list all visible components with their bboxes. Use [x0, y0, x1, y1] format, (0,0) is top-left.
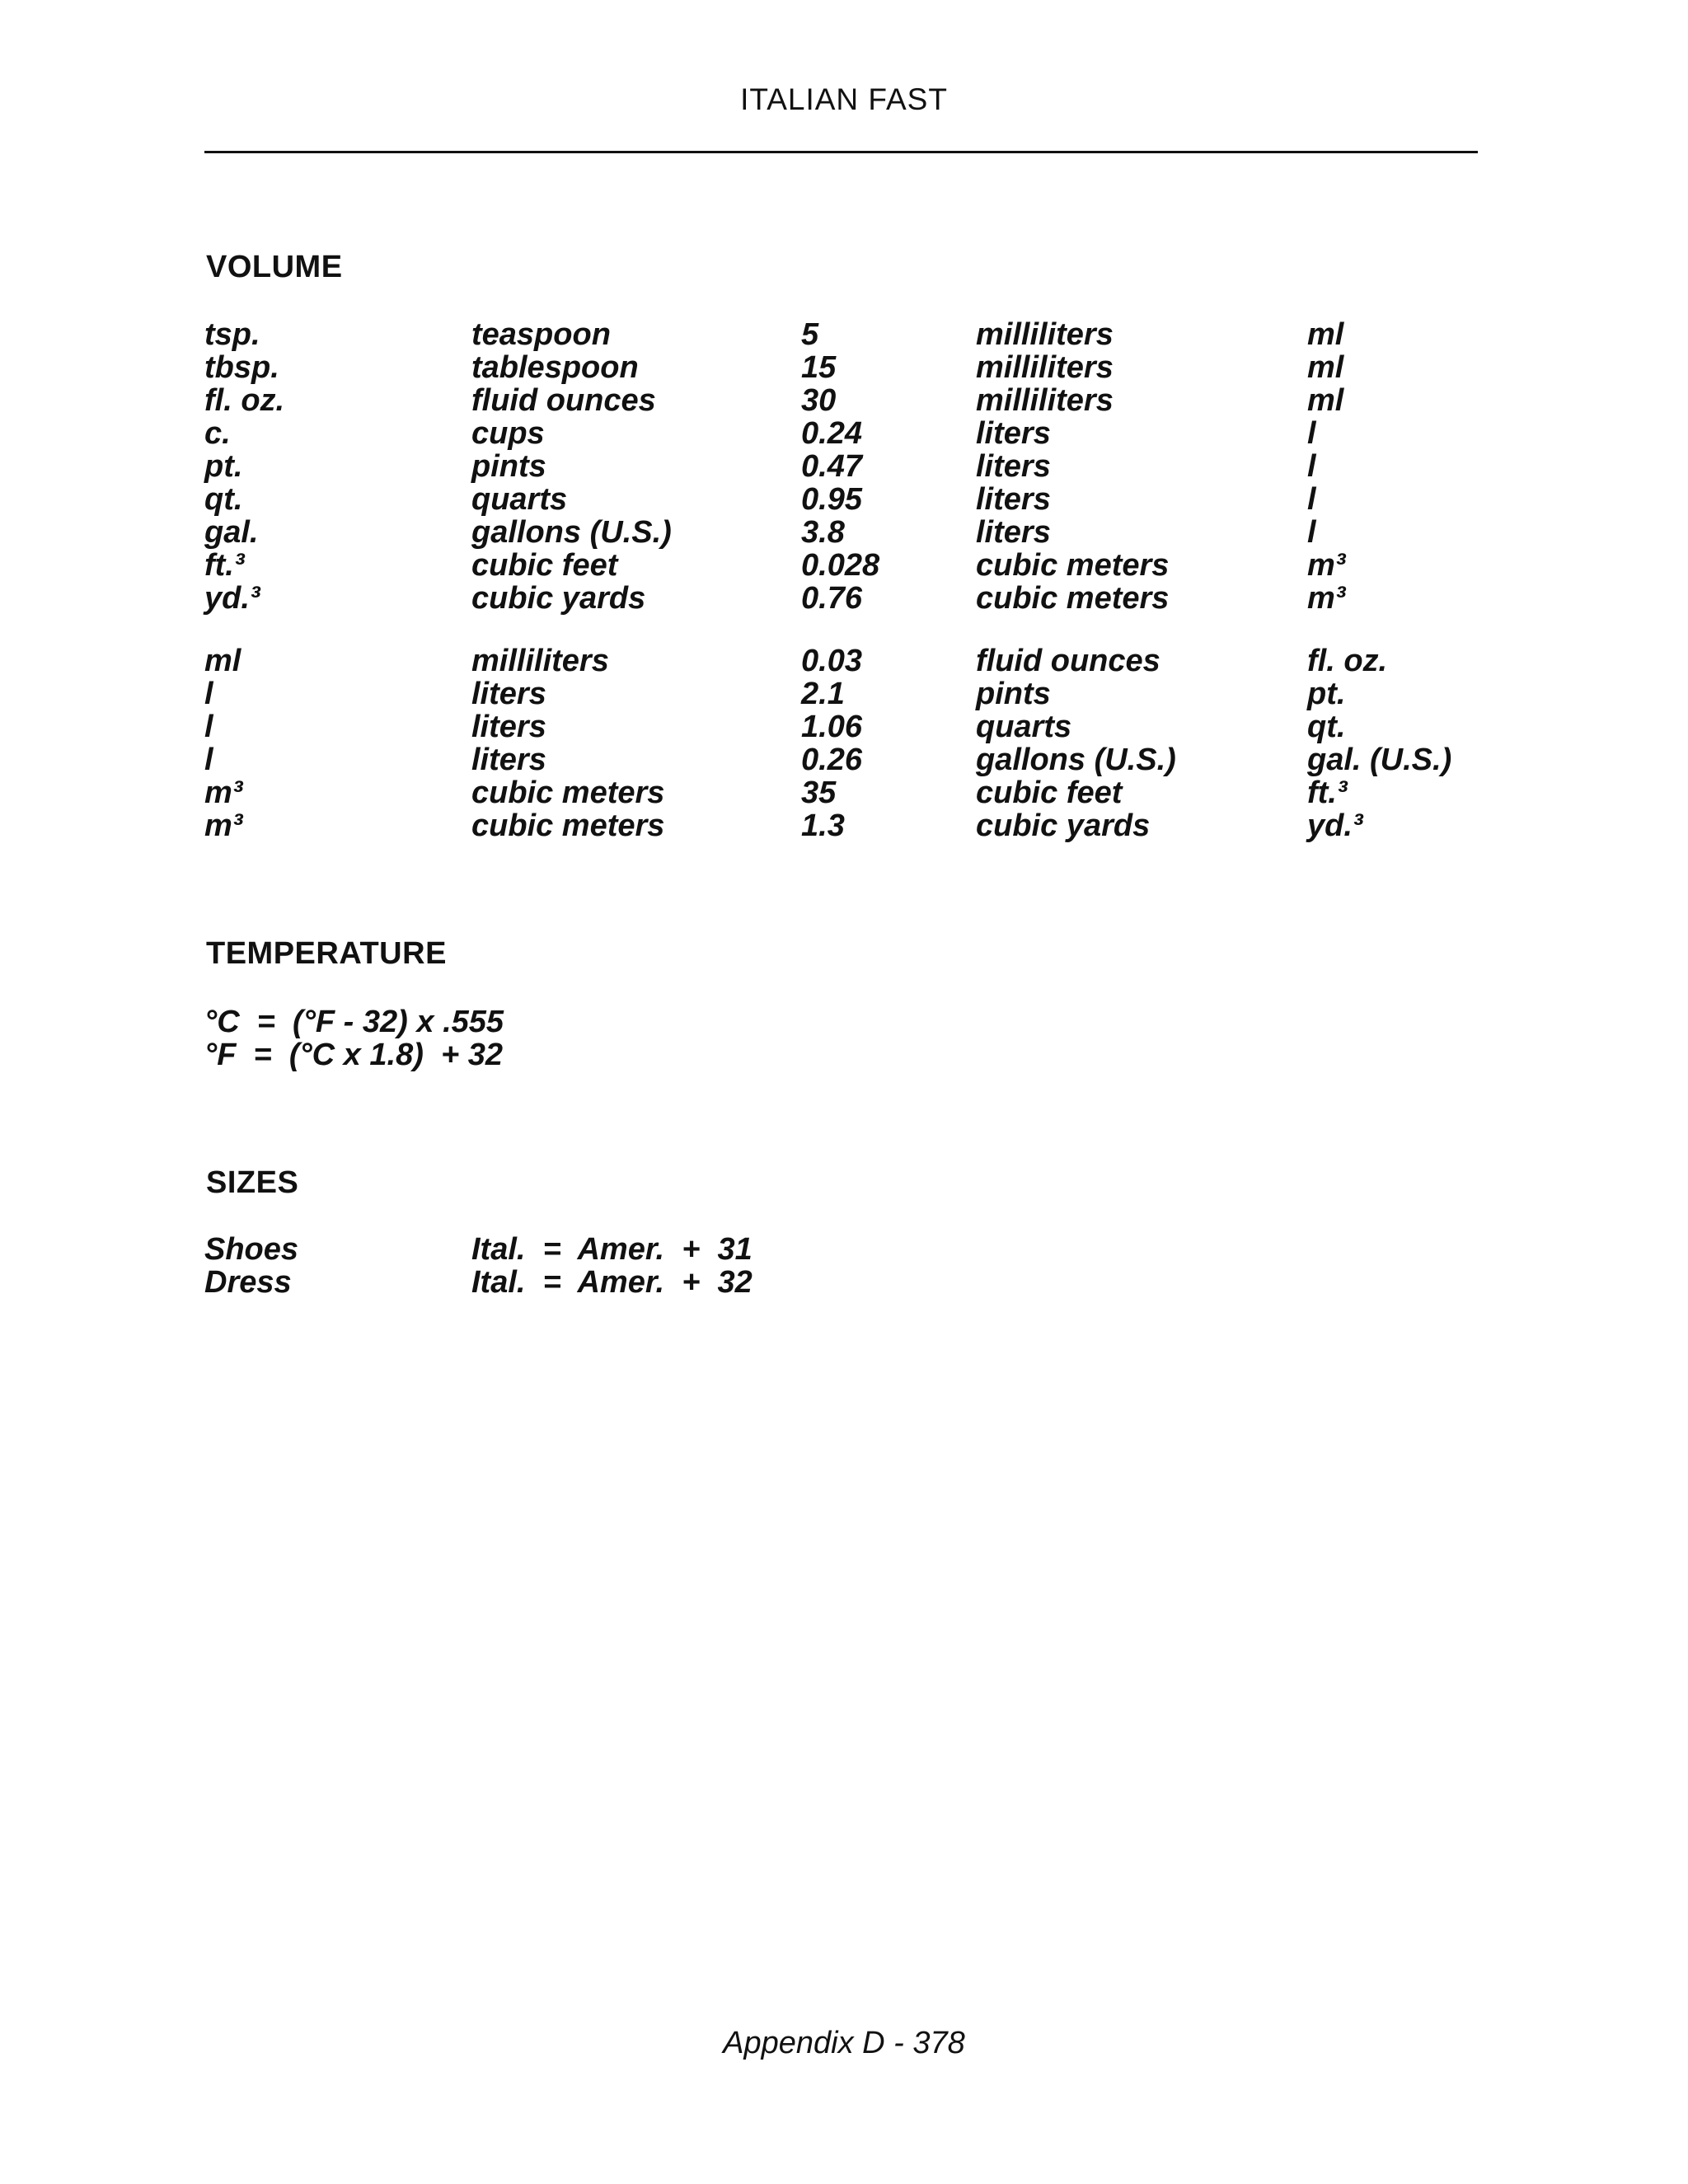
target-abbr: fl. oz.: [1307, 644, 1388, 678]
unit: quarts: [471, 482, 568, 517]
target-abbr: qt.: [1307, 710, 1346, 744]
target-abbr: ml: [1307, 350, 1344, 385]
target-abbr: pt.: [1307, 677, 1346, 711]
factor: 0.26: [801, 743, 862, 777]
unit: cubic meters: [471, 808, 665, 843]
unit: tablespoon: [471, 350, 639, 385]
abbr: qt.: [204, 482, 243, 517]
abbr: m³: [204, 776, 243, 810]
factor: 0.76: [801, 581, 862, 616]
target-abbr: m³: [1307, 581, 1346, 616]
temperature-title: TEMPERATURE: [206, 936, 447, 971]
fahrenheit-formula: °F = (°C x 1.8) + 32: [204, 1038, 503, 1072]
sizes-title: SIZES: [206, 1165, 299, 1200]
unit: fluid ounces: [471, 383, 656, 418]
abbr: l: [204, 710, 213, 744]
factor: 0.028: [801, 548, 880, 583]
abbr: gal.: [204, 515, 259, 550]
unit: teaspoon: [471, 317, 611, 352]
target-unit: liters: [976, 515, 1051, 550]
target-unit: gallons (U.S.): [976, 743, 1176, 777]
size-item: Shoes: [204, 1232, 299, 1267]
abbr: ml: [204, 644, 241, 678]
target-abbr: m³: [1307, 548, 1346, 583]
abbr: tsp.: [204, 317, 260, 352]
factor: 35: [801, 776, 837, 810]
factor: 1.3: [801, 808, 845, 843]
target-abbr: l: [1307, 449, 1316, 484]
target-unit: milliliters: [976, 350, 1114, 385]
abbr: l: [204, 677, 213, 711]
factor: 0.24: [801, 416, 862, 451]
size-formula: Ital. = Amer. + 31: [471, 1232, 753, 1267]
volume-title: VOLUME: [206, 250, 343, 284]
unit: liters: [471, 710, 546, 744]
target-unit: cubic feet: [976, 776, 1123, 810]
page-footer: Appendix D - 378: [723, 2026, 965, 2060]
factor: 15: [801, 350, 837, 385]
target-abbr: l: [1307, 482, 1316, 517]
target-unit: cubic meters: [976, 581, 1170, 616]
unit: liters: [471, 677, 546, 711]
factor: 0.95: [801, 482, 862, 517]
abbr: c.: [204, 416, 231, 451]
target-abbr: gal. (U.S.): [1307, 743, 1452, 777]
abbr: ft.³: [204, 548, 245, 583]
target-unit: fluid ounces: [976, 644, 1160, 678]
target-unit: pints: [976, 677, 1051, 711]
abbr: tbsp.: [204, 350, 279, 385]
unit: milliliters: [471, 644, 609, 678]
target-unit: liters: [976, 416, 1051, 451]
size-formula: Ital. = Amer. + 32: [471, 1265, 753, 1300]
target-abbr: yd.³: [1307, 808, 1363, 843]
celsius-formula: °C = (°F - 32) x .555: [204, 1005, 504, 1039]
factor: 2.1: [801, 677, 845, 711]
page-header: ITALIAN FAST: [740, 82, 948, 116]
unit: cubic meters: [471, 776, 665, 810]
factor: 1.06: [801, 710, 862, 744]
target-abbr: ml: [1307, 317, 1344, 352]
target-unit: cubic yards: [976, 808, 1151, 843]
factor: 5: [801, 317, 819, 352]
target-abbr: l: [1307, 515, 1316, 550]
unit: cubic feet: [471, 548, 618, 583]
abbr: yd.³: [204, 581, 260, 616]
target-unit: milliliters: [976, 383, 1114, 418]
abbr: l: [204, 743, 213, 777]
target-unit: quarts: [976, 710, 1072, 744]
abbr: m³: [204, 808, 243, 843]
abbr: pt.: [204, 449, 243, 484]
target-abbr: l: [1307, 416, 1316, 451]
factor: 0.03: [801, 644, 862, 678]
unit: cubic yards: [471, 581, 646, 616]
target-unit: liters: [976, 482, 1051, 517]
target-abbr: ml: [1307, 383, 1344, 418]
target-unit: milliliters: [976, 317, 1114, 352]
abbr: fl. oz.: [204, 383, 285, 418]
size-item: Dress: [204, 1265, 292, 1300]
header-divider: [204, 151, 1478, 153]
target-unit: cubic meters: [976, 548, 1170, 583]
unit: gallons (U.S.): [471, 515, 672, 550]
unit: liters: [471, 743, 546, 777]
unit: pints: [471, 449, 546, 484]
factor: 30: [801, 383, 837, 418]
unit: cups: [471, 416, 545, 451]
factor: 3.8: [801, 515, 845, 550]
factor: 0.47: [801, 449, 862, 484]
target-abbr: ft.³: [1307, 776, 1348, 810]
target-unit: liters: [976, 449, 1051, 484]
